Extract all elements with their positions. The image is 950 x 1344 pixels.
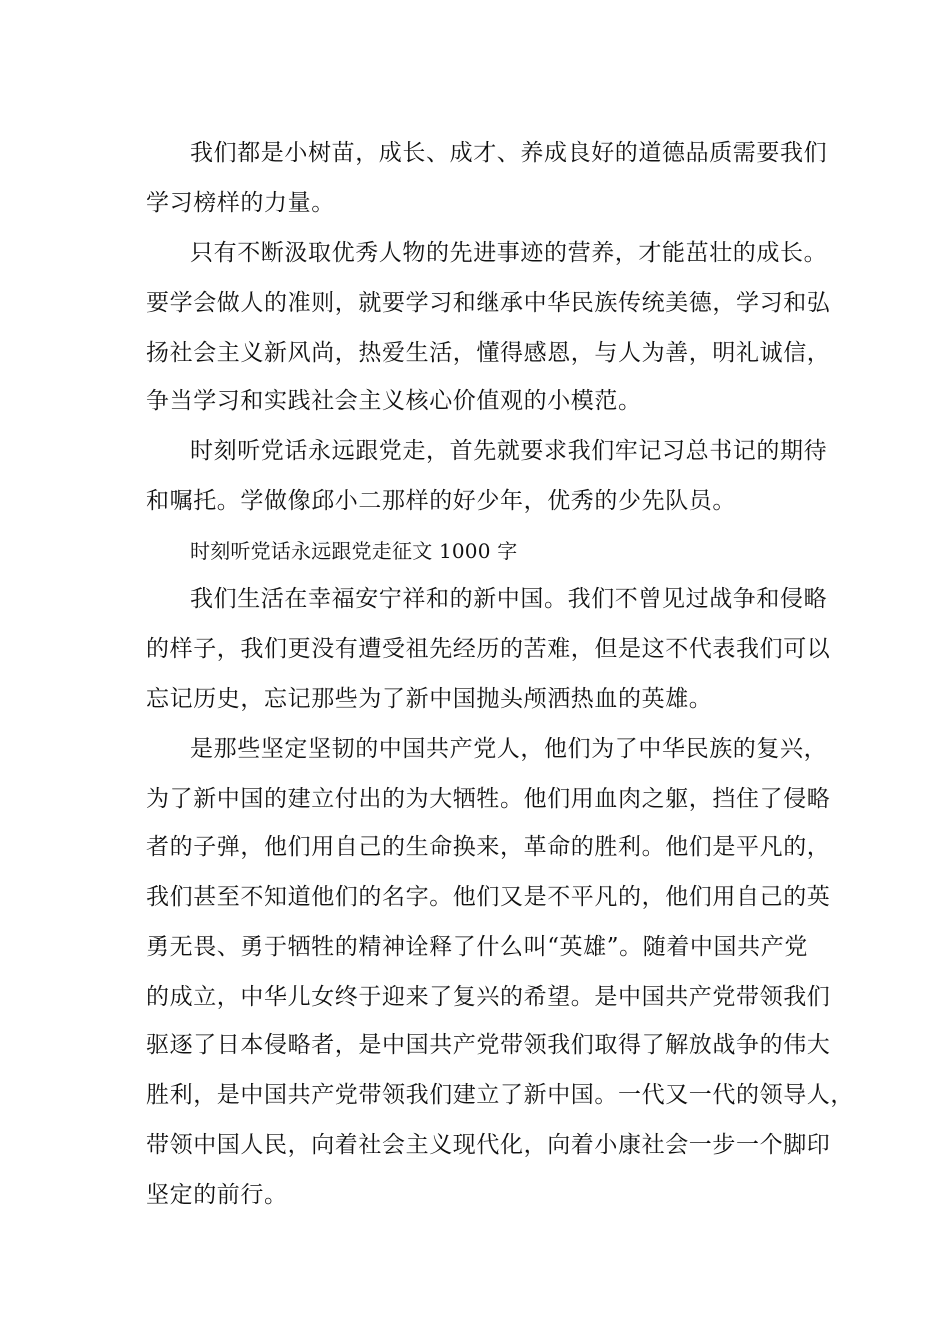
text-line: 勇无畏、勇于牺牲的精神诠释了什么叫“英雄”。随着中国共产党 xyxy=(146,934,808,960)
essay-title: 时刻听党话永远跟党走征文 1000 字 xyxy=(190,539,518,563)
text-line: 忘记历史，忘记那些为了新中国抛头颅洒热血的英雄。 xyxy=(146,686,713,712)
text-line: 我们生活在幸福安宁祥和的新中国。我们不曾见过战争和侵略 xyxy=(190,586,828,612)
text-line: 带领中国人民，向着社会主义现代化，向着小康社会一步一个脚印 xyxy=(146,1132,831,1158)
text-line: 的样子，我们更没有遭受祖先经历的苦难，但是这不代表我们可以 xyxy=(146,636,831,662)
text-line: 只有不断汲取优秀人物的先进事迹的营养，才能茁壮的成长。 xyxy=(190,240,828,266)
text-line: 是那些坚定坚韧的中国共产党人，他们为了中华民族的复兴， xyxy=(190,736,828,762)
text-line: 我们甚至不知道他们的名字。他们又是不平凡的，他们用自己的英 xyxy=(146,884,831,910)
text-line: 坚定的前行。 xyxy=(146,1182,288,1208)
text-line: 时刻听党话永远跟党走，首先就要求我们牢记习总书记的期待 xyxy=(190,438,828,464)
text-line: 我们都是小树苗，成长、成才、养成良好的道德品质需要我们 xyxy=(190,140,828,166)
text-line: 为了新中国的建立付出的为大牺牲。他们用血肉之躯，挡住了侵略 xyxy=(146,786,831,812)
text-line: 扬社会主义新风尚，热爱生活，懂得感恩，与人为善，明礼诚信， xyxy=(146,340,831,366)
text-line: 要学会做人的准则，就要学习和继承中华民族传统美德，学习和弘 xyxy=(146,290,831,316)
text-line: 胜利，是中国共产党带领我们建立了新中国。一代又一代的领导人， xyxy=(146,1082,854,1108)
text-line: 和嘱托。学做像邱小二那样的好少年，优秀的少先队员。 xyxy=(146,488,736,514)
text-line: 者的子弹，他们用自己的生命换来，革命的胜利。他们是平凡的， xyxy=(146,834,831,860)
text-line: 驱逐了日本侵略者，是中国共产党带领我们取得了解放战争的伟大 xyxy=(146,1032,831,1058)
text-line: 学习榜样的力量。 xyxy=(146,190,335,216)
text-line: 的成立，中华儿女终于迎来了复兴的希望。是中国共产党带领我们 xyxy=(146,984,831,1010)
text-line: 争当学习和实践社会主义核心价值观的小模范。 xyxy=(146,388,642,414)
